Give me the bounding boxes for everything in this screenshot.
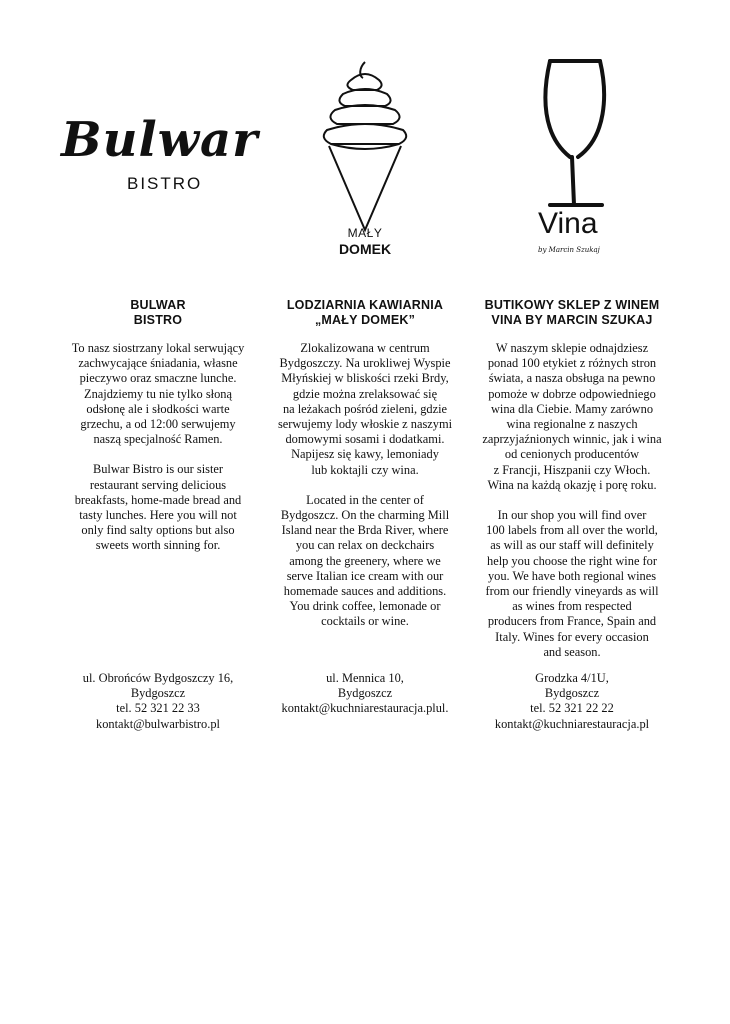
maly-domek-logo-domek: DOMEK [338,241,392,257]
text-line: odsłonę ale i słodkości warte [86,401,230,416]
text-line: tasty lunches. Here you will not [79,508,237,523]
text-line: Italy. Wines for every occasion [495,629,649,644]
text-line: W naszym sklepie odnajdziesz [495,341,649,355]
text-line: domowymi sosami i dodatkami. [285,432,445,447]
text-line: Młyńskiej w bliskości rzeki Brdy, [281,371,449,386]
vina-description [452,341,692,660]
address-line: Bydgoszcz [337,686,393,701]
vina-logo [520,55,630,265]
address-line: ul. Mennica 10, [326,671,404,685]
email-link[interactable]: kontakt@kuchniarestauracja.plul. [281,701,449,716]
heading-line: „MAŁY DOMEK” [314,313,416,327]
text-line: wina dla Ciebie. Mamy zarówno [490,401,654,416]
text-line: you can relax on deckchairs [295,538,435,553]
vina-address [452,671,692,732]
email-link[interactable]: kontakt@kuchniarestauracja.pl [494,716,650,731]
address-line: tel. 52 321 22 22 [530,701,614,716]
text-line: z Francji, Hiszpanii czy Włoch. [493,462,651,477]
text-line: from our friendly vineyards as will [485,584,659,599]
text-line: cocktails or wine. [321,614,409,629]
text-line: restaurant serving delicious [89,477,227,492]
vina-logo-word: Vina [538,207,598,240]
wine-glass-icon [520,55,630,215]
text-line: among the greenery, where we [289,553,441,568]
address-line: tel. 52 321 22 33 [116,701,200,716]
maly-domek-logo [315,58,415,263]
text-line: grzechu, a od 12:00 serwujemy [80,417,236,432]
text-line: Located in the center of [306,492,424,507]
bulwar-bistro-logo [55,112,265,202]
text-line: Bydgoszcz. On the charming Mill [280,508,450,523]
text-line: zachwycające śniadania, własne [78,356,238,371]
text-line: Bulwar Bistro is our sister [92,462,224,477]
text-line: sweets worth sinning for. [95,538,221,553]
bulwar-logo-bistro: BISTRO [127,174,203,193]
heading-line: VINA BY MARCIN SZUKAJ [491,313,653,327]
vina-logo-signature: by Marcin Szukaj [538,246,600,254]
text-line: In our shop you will find over [497,508,647,523]
bulwar-bistro-description [38,341,278,554]
text-line: 100 labels from all over the world, [486,523,658,538]
maly-domek-logo-maly: MAŁY [347,226,383,240]
bulwar-bistro-heading [48,298,268,328]
text-line: ponad 100 etykiet z różnych stron [487,356,657,371]
address-line: Bydgoszcz [544,686,600,701]
maly-domek-address [245,671,485,717]
text-line: na leżakach pośród zieleni, gdzie [282,401,448,416]
ice-cream-cone-icon [315,58,415,233]
text-line: serwujemy lody włoskie z naszymi [277,417,453,432]
text-line: gdzie można zrelaksować się [292,386,438,401]
heading-line: BUTIKOWY SKLEP Z WINEM [484,298,660,312]
text-line: serve Italian ice cream with our [286,568,444,583]
address-line: Bydgoszcz [130,686,186,701]
text-line: Bydgoszczy. Na urokliwej Wyspie [279,356,451,371]
text-line: breakfasts, home-made bread and [74,492,242,507]
text-line: pieczywo oraz smaczne lunche. [79,371,237,386]
text-line: as will as our staff will definitely [490,538,654,553]
heading-line: BISTRO [133,313,183,327]
text-line: świata, a nasza obsługa na pewno [488,371,656,386]
text-line: To nasz siostrzany lokal serwujący [71,341,245,355]
bulwar-bistro-address [38,671,278,732]
text-line: as wines from respected [512,599,632,614]
text-line: Zlokalizowana w centrum [300,341,430,355]
text-line: and season. [543,644,601,659]
text-line: Napijesz się kawy, lemoniady [291,447,439,462]
text-line: Wina na każdą okazję i porę roku. [487,477,657,492]
text-line: homemade sauces and additions. [283,584,447,599]
maly-domek-description [245,341,485,630]
text-line: naszą specjalność Ramen. [93,432,223,447]
text-line: lub koktajli czy wina. [311,462,419,477]
text-line: pomoże w dobrze odpowiedniego [488,386,656,401]
address-line: Grodzka 4/1U, [535,671,609,685]
text-line: od cenionych producentów [504,447,640,462]
text-line: producers from France, Spain and [487,614,657,629]
text-line: help you choose the right wine for [487,553,657,568]
maly-domek-heading [255,298,475,328]
address-line: ul. Obrońców Bydgoszczy 16, [82,671,234,685]
email-link[interactable]: kontakt@bulwarbistro.pl [96,716,220,731]
heading-line: LODZIARNIA KAWIARNIA [286,298,444,312]
vina-heading [462,298,682,328]
text-line: Znajdziemy tu nie tylko słoną [84,386,232,401]
text-line: you. We have both regional wines [487,568,657,583]
text-line: only find salty options but also [81,523,235,538]
text-line: Island near the Brda River, where [281,523,449,538]
heading-line: BULWAR [130,298,186,312]
text-line: You drink coffee, lemonade or [289,599,441,614]
bulwar-logo-script: Bulwar [61,112,259,168]
text-line: zaprzyjaźnionych winnic, jak i wina [482,432,662,447]
text-line: wina regionalne z naszych [506,417,638,432]
